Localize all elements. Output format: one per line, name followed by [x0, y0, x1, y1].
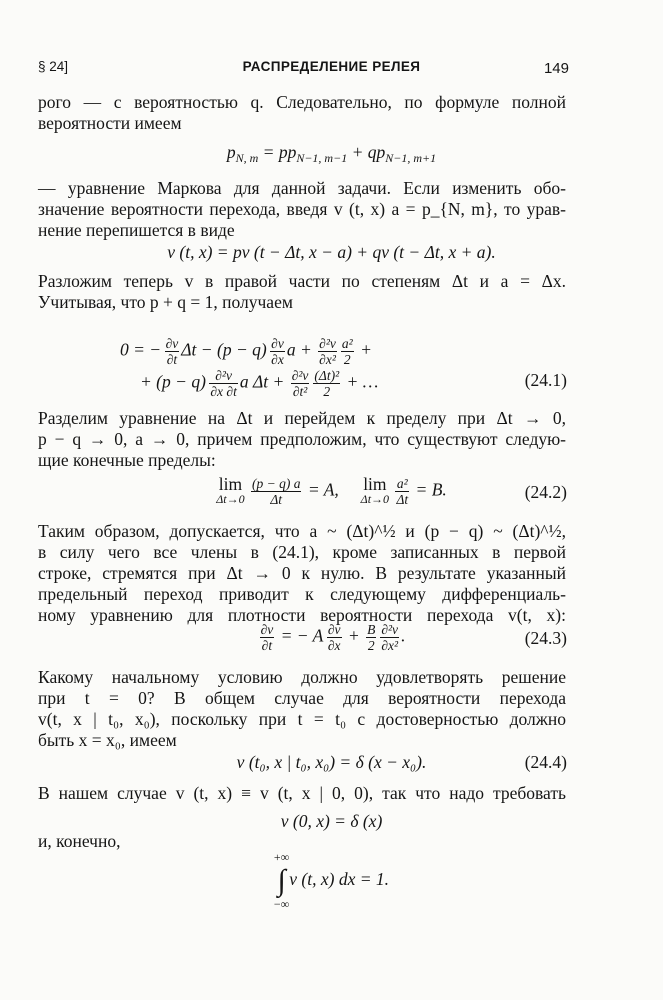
text-line: — уравнение Маркова для данной задачи. Если изменить обо- [38, 178, 566, 198]
page-number: 149 [543, 60, 569, 77]
running-head-title: РАСПРЕДЕЛЕНИЕ РЕЛЕЯ [242, 59, 421, 74]
paragraph-3 [38, 271, 566, 313]
text-line: значение вероятности перехода, введя v (t, x) a = p_{N, m}, то урав- [38, 199, 566, 219]
paragraph-8 [38, 831, 566, 852]
paragraph-1 [38, 92, 566, 134]
equation-number-24-2: (24.2) [524, 482, 567, 502]
paragraph-4 [38, 408, 566, 471]
text-line: нение перепишется в виде [38, 220, 235, 240]
text-line: ному уравнению для плотности вероятности перехода v(t, x): [38, 605, 566, 625]
equation-delta: v (0, x) = δ (x) [280, 811, 383, 831]
equation-v-recurrence: v (t, x) = pv (t − Δt, x − a) + qv (t − Δt, x + a). [167, 242, 496, 262]
text-line: Разделим уравнение на Δt и перейдем к пределу при Δt → 0, [38, 408, 566, 428]
equation-limits: lim Δt→0 $\frac{(p - q) a}{\Delta t}$ = A, lim Δt→0 $\frac{\text{a²}}{\Delta t}$ = B. [216, 473, 447, 507]
equation-number-24-1: (24.1) [524, 370, 567, 390]
equation-initial-condition: v (t₀, x | t₀, x₀) = δ (x − x₀). [236, 752, 427, 772]
text-line: щие конечные пределы: [38, 450, 216, 470]
text-line: вероятности имеем [38, 113, 182, 133]
paragraph-5 [38, 521, 566, 626]
text-line: Учитывая, что p + q = 1, получаем [38, 292, 293, 312]
equation-expansion-line1: 0 = − $\frac{\partial v}{\partial t}$ Δt − (p − q) $\frac{\partial v}{\partial x}$ a + $\frac{\text{∂²v}}{\text{∂x²}}$ $\frac{\text{a²}}{2}$ + [120, 336, 372, 367]
equation-number-24-4: (24.4) [524, 752, 567, 772]
equation-expansion-line2: + (p − q) $\frac{\text{∂²v}}{\partial x \partial t}$ a Δt + $\frac{\text{∂²v}}{\text{∂t²}}$ $\frac{\text{(Δt)²}}{2}$ + … [140, 368, 379, 399]
text-line: в силу чего все члены в (24.1), кроме записанных в первой [38, 542, 566, 562]
equation-normalization: +∞ ∫ −∞ v (t, x) dx = 1. [273, 850, 390, 911]
running-head-section: § 24] [38, 59, 69, 74]
text-line: В нашем случае v (t, x) ≡ v (t, x | 0, 0), так что надо требовать [38, 783, 566, 803]
text-line: Таким образом, допускается, что a ~ (Δt)^½ и (p − q) ~ (Δt)^½, [38, 521, 566, 541]
paragraph-2 [38, 178, 566, 241]
equation-number-24-3: (24.3) [524, 628, 567, 648]
equation-diffusion: $\frac{\partial v}{\partial t}$ = − A $\frac{\partial v}{\partial x}$ + $\frac{B}{2}$ $\frac{\text{∂²v}}{\text{∂x²}}$ . [260, 622, 406, 653]
text-line: p − q → 0, a → 0, причем предположим, что существуют следую- [38, 429, 566, 449]
text-line: Какому начальному условию должно удовлетворять решение [38, 667, 566, 687]
text-line: быть x = x₀, имеем [38, 730, 177, 750]
text-line: и, конечно, [38, 831, 121, 851]
text-line: v(t, x | t₀, x₀), поскольку при t = t₀ с достоверностью должно [38, 709, 566, 729]
text-line: при t = 0? В общем случае для вероятности перехода [38, 688, 566, 708]
text-line: рого — с вероятностью q. Следовательно, по формуле полной [38, 92, 566, 112]
equation-markov: $p_{N, m} = pp_{N-1, m-1} + qp_{N-1, m+1}$ [226, 142, 437, 165]
text-line: Разложим теперь v в правой части по степеням Δt и a = Δx. [38, 271, 566, 291]
paragraph-6 [38, 667, 566, 751]
paragraph-7 [38, 783, 566, 804]
text-line: строке, стремятся при Δt → 0 к нулю. В результате указанный [38, 563, 566, 583]
text-line: предельный переход приводит к следующему дифференциаль- [38, 584, 566, 604]
